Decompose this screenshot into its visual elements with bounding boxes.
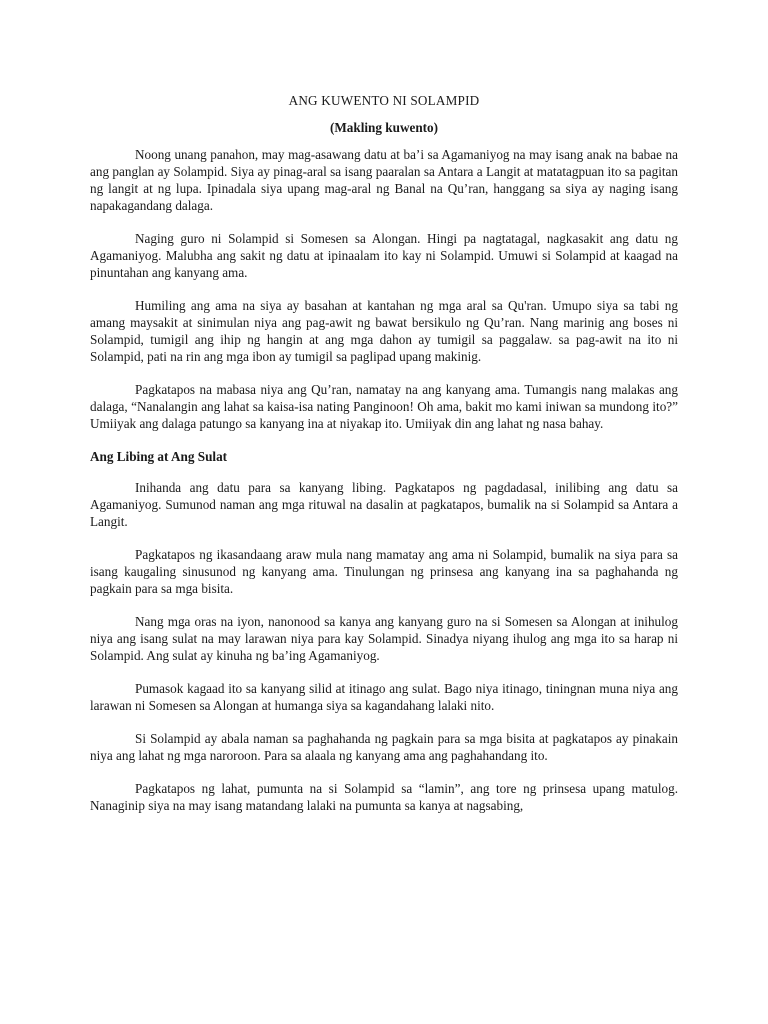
paragraph: Pagkatapos ng lahat, pumunta na si Solampid sa “lamin”, ang tore ng prinsesa upang matulog. Nanaginip siya na may isang matandang lalaki na pumunta sa kanya at nagsabing,	[90, 781, 678, 813]
paragraph: Inihanda ang datu para sa kanyang libing. Pagkatapos ng pagdadasal, inilibing ang datu sa Agamaniyog. Sumunod naman ang mga rituwal na dasalin at pagkatapos, bumalik na si Solampid sa Antara a Langit.	[90, 480, 678, 529]
paragraph: Nang mga oras na iyon, nanonood sa kanya ang kanyang guro na si Somesen sa Alongan at inihulog niya ang isang sulat na may larawan niya para kay Solampid. Sinadya niyang ihulog ang mga ito sa harap ni Solampid. Ang sulat ay kinuha ng ba’ing Agamaniyog.	[90, 614, 678, 663]
paragraph: Pagkatapos na mabasa niya ang Qu’ran, namatay na ang kanyang ama. Tumangis nang malakas ang dalaga, “Nanalangin ang lahat sa kaisa-isa nating Panginoon! Oh ama, bakit mo kami iniwan sa mundong ito?” Umiiyak ang dalaga patungo sa kanyang ina at niyakap ito. Umiiyak din ang lahat ng nasa bahay.	[90, 382, 678, 431]
section-heading: Ang Libing at Ang Sulat	[90, 449, 228, 464]
document-title: ANG KUWENTO NI SOLAMPID	[288, 93, 480, 108]
paragraph: Noong unang panahon, may mag-asawang datu at ba’i sa Agamaniyog na may isang anak na babae na ang panglan ay Solampid. Siya ay pinag-aral sa isang paaralan sa Antara a Langit at matatagpuan ito sa pagitan ng langit at ng lupa. Ipinadala siya upang mag-aral ng Banal na Qu’ran, hanggang sa siya ay naging isang napakagandang dalaga.	[90, 147, 678, 213]
paragraph: Humiling ang ama na siya ay basahan at kantahan ng mga aral sa Qu'ran. Umupo siya sa tabi ng amang maysakit at sinimulan niya ang pag-awit ng bawat bersikulo ng Qu’ran. Nang marinig ang boses ni Solampid, tumigil ang ihip ng hangin at ang mga dahon ay tumigil sa paggalaw. sa pag-awit na ito ni Solampid, pati na rin ang mga ibon ay tumigil sa paglipad upang makinig.	[90, 298, 678, 364]
paragraph: Pumasok kagaad ito sa kanyang silid at itinago ang sulat. Bago niya itinago, tiningnan muna niya ang larawan ni Somesen sa Alongan at humanga siya sa kagandahang lalaki nito.	[90, 681, 678, 713]
document-subtitle: (Makling kuwento)	[329, 120, 439, 135]
document-page	[90, 92, 678, 830]
paragraph: Naging guro ni Solampid si Somesen sa Alongan. Hingi pa nagtatagal, nagkasakit ang datu ng Agamaniyog. Malubha ang sakit ng datu at ipinaalam ito kay ni Solampid. Umuwi si Solampid at kaagad na pinuntahan ang kanyang ama.	[90, 231, 678, 280]
paragraph: Pagkatapos ng ikasandaang araw mula nang mamatay ang ama ni Solampid, bumalik na siya para sa isang kaugaling sinusunod ng kanyang ama. Tinulungan ng prinsesa ang kanyang ina sa paghahanda ng pagkain para sa mga bisita.	[90, 547, 678, 596]
paragraph: Si Solampid ay abala naman sa paghahanda ng pagkain para sa mga bisita at pagkatapos ay pinakain niya ang lahat ng mga naroroon. Para sa alaala ng kanyang ama ang paghahandang ito.	[90, 731, 678, 763]
